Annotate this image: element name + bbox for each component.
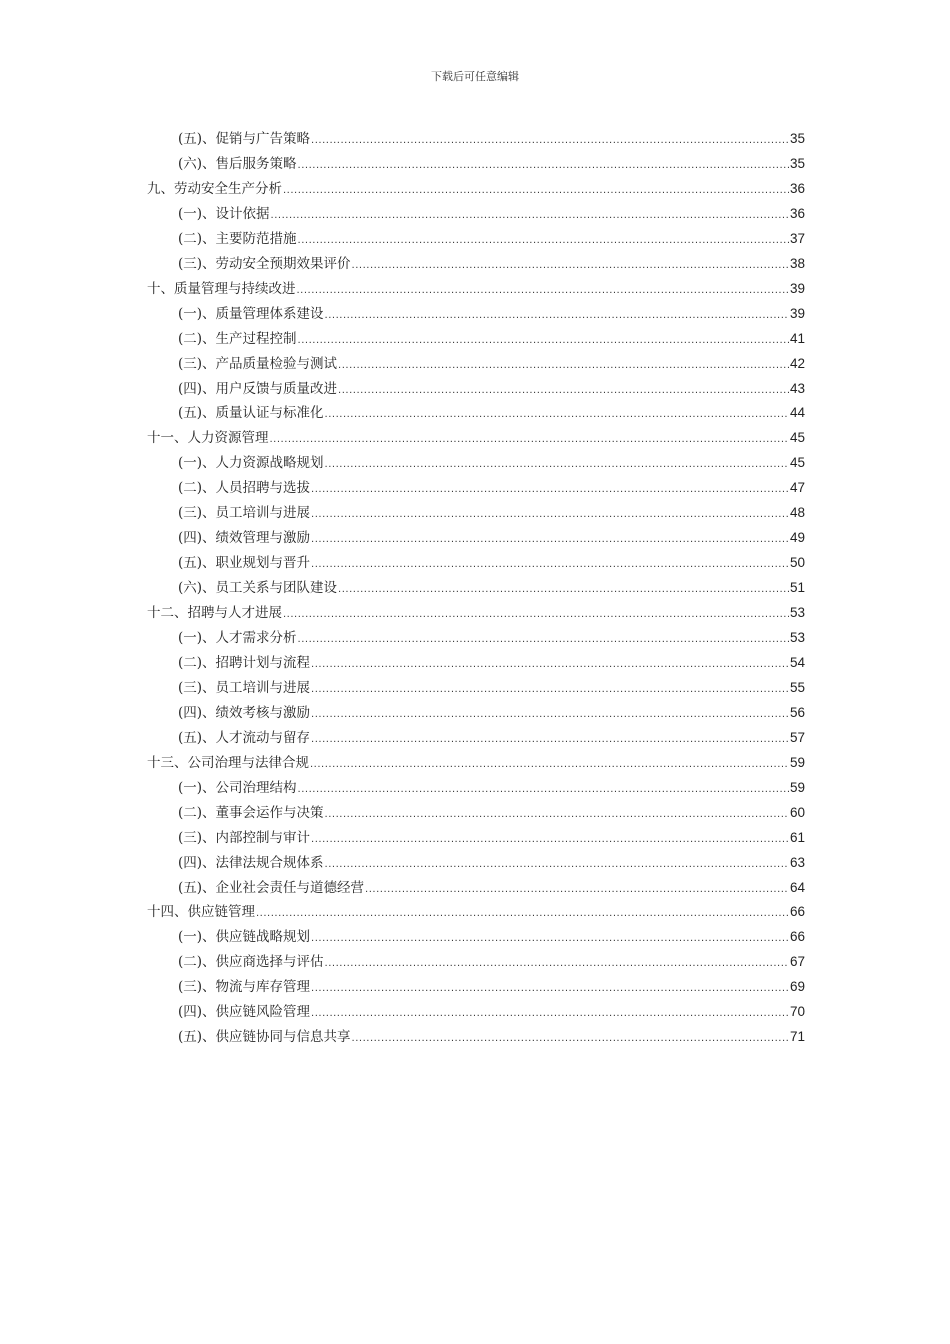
toc-page-number: 55	[789, 679, 805, 695]
toc-section-entry[interactable]	[178, 400, 805, 425]
toc-dot-leader	[311, 552, 789, 577]
toc-dot-leader	[270, 427, 789, 452]
toc-page-number: 36	[789, 180, 805, 196]
toc-section-entry[interactable]	[178, 151, 805, 176]
toc-page-number: 69	[789, 979, 805, 995]
toc-section-entry[interactable]	[178, 825, 805, 850]
toc-page-number: 53	[789, 605, 805, 621]
toc-page-number: 35	[789, 155, 805, 171]
toc-dot-leader	[311, 652, 789, 677]
toc-section-entry[interactable]	[178, 575, 805, 600]
toc-entry-title: (二)、主要防范措施	[178, 230, 297, 247]
toc-entry-title: (三)、员工培训与进展	[178, 679, 311, 696]
page-header: 下载后可任意编辑	[431, 70, 519, 83]
toc-page-number: 60	[789, 804, 805, 820]
toc-dot-leader	[271, 203, 789, 228]
toc-dot-leader	[352, 253, 789, 278]
toc-page-number: 49	[789, 530, 805, 546]
toc-dot-leader	[311, 727, 789, 752]
toc-section-entry[interactable]	[178, 999, 805, 1024]
toc-entry-title: (五)、促销与广告策略	[178, 131, 311, 147]
toc-dot-leader	[311, 502, 789, 527]
toc-page-number: 66	[789, 904, 805, 920]
toc-dot-leader	[298, 328, 789, 353]
toc-entry-title: 十四、供应链管理	[147, 904, 255, 921]
toc-dot-leader	[338, 378, 789, 403]
toc-entry-title: (四)、绩效管理与激励	[178, 530, 311, 547]
toc-entry-title: (三)、物流与库存管理	[178, 979, 311, 996]
toc-chapter-entry[interactable]	[147, 425, 805, 450]
toc-dot-leader	[352, 1026, 789, 1051]
toc-entry-title: 九、劳动安全生产分析	[147, 180, 282, 197]
toc-dot-leader	[283, 178, 789, 203]
toc-page-number: 43	[789, 380, 805, 396]
toc-page-number: 70	[789, 1004, 805, 1020]
toc-entry-title: (二)、招聘计划与流程	[178, 654, 311, 671]
toc-section-entry[interactable]	[178, 251, 805, 276]
toc-page-number: 37	[789, 230, 805, 246]
toc-chapter-entry[interactable]	[147, 276, 805, 301]
toc-entry-title: (四)、供应链风险管理	[178, 1004, 311, 1021]
toc-dot-leader	[311, 677, 789, 702]
toc-section-entry[interactable]	[178, 924, 805, 949]
toc-section-entry[interactable]	[178, 725, 805, 750]
toc-dot-leader	[325, 402, 789, 427]
toc-dot-leader	[325, 802, 789, 827]
toc-section-entry[interactable]	[178, 525, 805, 550]
toc-dot-leader	[311, 827, 789, 852]
toc-page-number: 59	[789, 779, 805, 795]
toc-entry-title: 十、质量管理与持续改进	[147, 280, 296, 297]
toc-section-entry[interactable]	[178, 974, 805, 999]
toc-page-number: 61	[789, 829, 805, 845]
toc-entry-title: (三)、劳动安全预期效果评价	[178, 255, 351, 272]
toc-chapter-entry[interactable]	[147, 750, 805, 775]
toc-dot-leader	[297, 278, 789, 303]
toc-entry-title: (一)、质量管理体系建设	[178, 305, 324, 322]
toc-page-number: 39	[789, 305, 805, 321]
toc-section-entry[interactable]	[178, 351, 805, 376]
toc-entry-title: (六)、员工关系与团队建设	[178, 580, 338, 597]
toc-dot-leader	[311, 527, 789, 552]
toc-entry-title: 十二、招聘与人才进展	[147, 605, 282, 622]
toc-entry-title: (一)、人力资源战略规划	[178, 455, 324, 472]
toc-page-number: 44	[789, 405, 805, 421]
toc-entry-title: (一)、供应链战略规划	[178, 929, 311, 946]
toc-dot-leader	[338, 577, 789, 602]
toc-section-entry[interactable]	[178, 1024, 805, 1049]
toc-page-number: 64	[789, 879, 805, 895]
toc-section-entry[interactable]	[178, 850, 805, 875]
toc-entry-title: (二)、供应商选择与评估	[178, 954, 324, 971]
toc-entry-title: (二)、人员招聘与选拔	[178, 480, 311, 497]
toc-page-number: 39	[789, 280, 805, 296]
toc-dot-leader	[311, 926, 789, 951]
toc-page-number: 42	[789, 355, 805, 371]
toc-page-number: 45	[789, 430, 805, 446]
toc-section-entry[interactable]	[178, 650, 805, 675]
toc-section-entry[interactable]	[178, 550, 805, 575]
toc-page-number: 57	[789, 729, 805, 745]
toc-section-entry[interactable]	[178, 376, 805, 401]
toc-entry-title: (二)、生产过程控制	[178, 330, 297, 347]
toc-entry-title: (五)、企业社会责任与道德经营	[178, 879, 365, 896]
toc-section-entry[interactable]	[178, 226, 805, 251]
toc-dot-leader	[365, 877, 789, 902]
toc-entry-title: (三)、内部控制与审计	[178, 829, 311, 846]
toc-entry-title: (二)、董事会运作与决策	[178, 804, 324, 821]
toc-chapter-entry[interactable]	[147, 899, 805, 924]
toc-dot-leader	[311, 702, 789, 727]
toc-entry-title: (五)、人才流动与留存	[178, 729, 311, 746]
toc-entry-title: 十三、公司治理与法律合规	[147, 754, 309, 771]
toc-page-number: 36	[789, 205, 805, 221]
toc-dot-leader	[298, 228, 789, 253]
toc-page-number: 67	[789, 954, 805, 970]
toc-entry-title: (一)、公司治理结构	[178, 779, 297, 796]
toc-dot-leader	[311, 976, 789, 1001]
toc-page-number: 63	[789, 854, 805, 870]
toc-section-entry[interactable]	[178, 875, 805, 900]
toc-entry-title: (一)、人才需求分析	[178, 630, 297, 646]
toc-page-number: 54	[789, 654, 805, 670]
toc-entry-title: (六)、售后服务策略	[178, 155, 297, 172]
toc-entry-title: (五)、质量认证与标准化	[178, 405, 324, 422]
toc-dot-leader	[338, 353, 789, 378]
toc-section-entry[interactable]	[178, 301, 805, 326]
toc-page-number: 71	[789, 1029, 805, 1045]
toc-dot-leader	[311, 128, 789, 153]
toc-page-number: 50	[789, 555, 805, 571]
toc-page-number: 47	[789, 480, 805, 496]
toc-page-number: 66	[789, 929, 805, 945]
toc-section-entry[interactable]	[178, 800, 805, 825]
toc-page-number: 59	[789, 754, 805, 770]
toc-dot-leader	[325, 852, 789, 877]
toc-entry-title: (三)、员工培训与进展	[178, 505, 311, 522]
toc-entry-title: (五)、供应链协同与信息共享	[178, 1029, 351, 1046]
toc-dot-leader	[311, 477, 789, 502]
toc-dot-leader	[298, 777, 789, 802]
toc-dot-leader	[325, 303, 789, 328]
toc-dot-leader	[325, 951, 789, 976]
toc-entry-title: (三)、产品质量检验与测试	[178, 355, 338, 372]
toc-section-entry[interactable]	[178, 949, 805, 974]
toc-dot-leader	[311, 1001, 789, 1026]
toc-dot-leader	[298, 627, 789, 652]
toc-entry-title: (五)、职业规划与晋升	[178, 555, 311, 572]
toc-dot-leader	[283, 602, 789, 627]
toc-entry-title: (四)、绩效考核与激励	[178, 704, 311, 721]
toc-section-entry[interactable]	[178, 775, 805, 800]
toc-page-number: 38	[789, 255, 805, 271]
toc-section-entry[interactable]	[178, 675, 805, 700]
toc-page-number: 41	[789, 330, 805, 346]
toc-section-entry[interactable]	[178, 500, 805, 525]
toc-entry-title: (一)、设计依据	[178, 205, 270, 222]
toc-section-entry[interactable]	[178, 201, 805, 226]
toc-section-entry[interactable]	[178, 126, 805, 151]
toc-section-entry[interactable]	[178, 475, 805, 500]
toc-chapter-entry[interactable]	[147, 176, 805, 201]
toc-section-entry[interactable]	[178, 625, 805, 650]
toc-entry-title: 十一、人力资源管理	[147, 430, 269, 447]
toc-page-number: 51	[789, 580, 805, 596]
toc-chapter-entry[interactable]	[147, 600, 805, 625]
toc-section-entry[interactable]	[178, 700, 805, 725]
toc-page-number: 53	[789, 630, 805, 645]
toc-entry-title: (四)、法律法规合规体系	[178, 854, 324, 871]
toc-dot-leader	[310, 752, 789, 777]
toc-page-number: 35	[789, 131, 805, 146]
toc-section-entry[interactable]	[178, 450, 805, 475]
toc-entry-title: (四)、用户反馈与质量改进	[178, 380, 338, 397]
toc-section-entry[interactable]	[178, 326, 805, 351]
toc-dot-leader	[298, 153, 789, 178]
toc-page-number: 56	[789, 704, 805, 720]
toc-page-number: 48	[789, 505, 805, 521]
toc-dot-leader	[256, 901, 789, 926]
toc-dot-leader	[325, 452, 789, 477]
toc-page-number: 45	[789, 455, 805, 471]
